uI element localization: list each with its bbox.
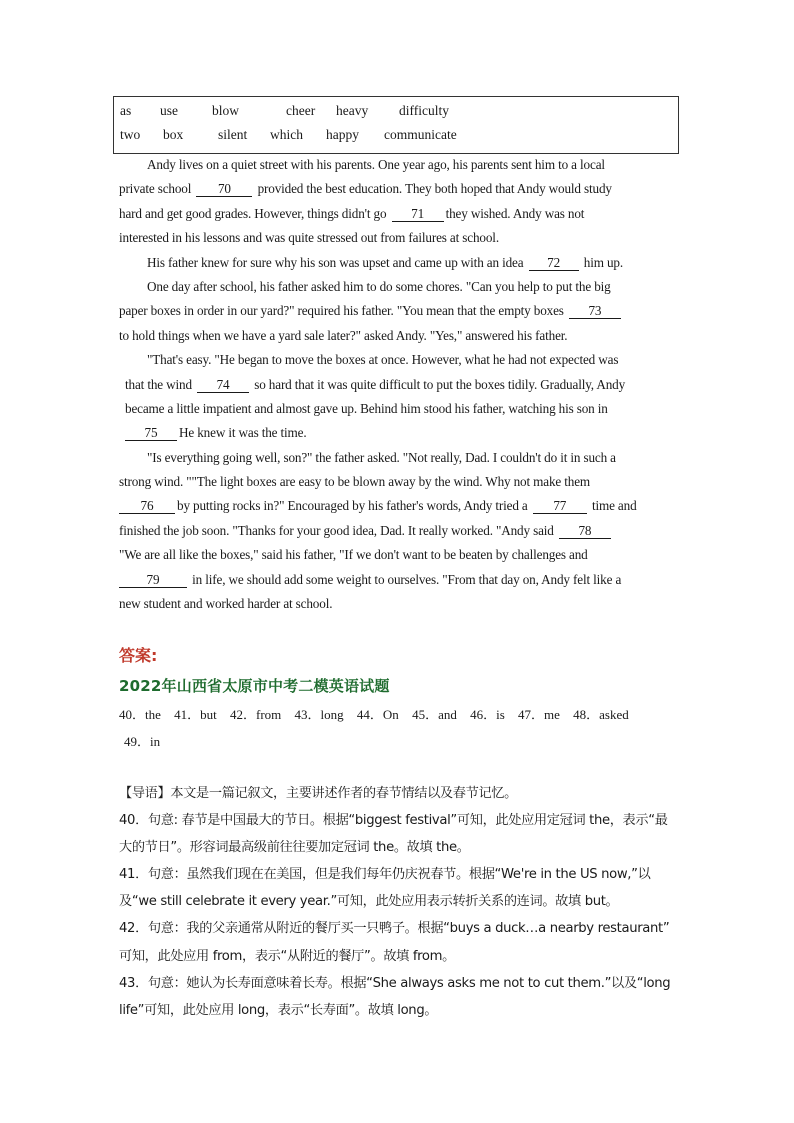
passage-line: 79 in life, we should add some weight to ourselves. "From that day on, Andy felt like a bbox=[119, 568, 679, 592]
explanation-line: 43．句意：她认为长寿面意味着长寿。根据“She always asks me not to cut them.”以及“long bbox=[119, 975, 671, 991]
word-bank-item: heavy bbox=[336, 103, 369, 118]
passage-line: that the wind 74 so hard that it was quite difficult to put the boxes tidily. Gradually, Andy bbox=[125, 376, 626, 392]
passage-line: One day after school, his father asked him to do some chores. "Can you help to put the big bbox=[147, 278, 611, 294]
blank-71[interactable]: 71 bbox=[392, 206, 444, 222]
blank-79[interactable]: 79 bbox=[119, 572, 187, 588]
passage-line: new student and worked harder at school. bbox=[119, 596, 333, 612]
passage-line: to hold things when we have a yard sale later?" asked Andy. "Yes," answered his father. bbox=[119, 327, 568, 343]
passage-line: paper boxes in order in our yard?" required his father. "You mean that the empty boxes 73 bbox=[119, 299, 679, 323]
answer-item: 41．but bbox=[174, 707, 217, 722]
passage-line: Andy lives on a quiet street with his parents. One year ago, his parents sent him to a local bbox=[147, 157, 605, 172]
answer-source-title: 2022年山西省太原市中考二模英语试题 bbox=[119, 677, 390, 695]
passage-line: 75 He knew it was the time. bbox=[119, 421, 679, 445]
blank-77[interactable]: 77 bbox=[533, 498, 587, 514]
passage-line: interested in his lessons and was quite stressed out from failures at school. bbox=[119, 230, 499, 246]
explanation-line: life”可知，此处应用 long，表示“长寿面”。故填 long。 bbox=[119, 1002, 438, 1018]
passage-line: finished the job soon. "Thanks for your good idea, Dad. It really worked. "Andy said 78 bbox=[119, 519, 679, 543]
answer-item: 45．and bbox=[412, 707, 457, 722]
word-bank-item: cheer bbox=[286, 103, 316, 118]
answer-item: 43．long bbox=[294, 707, 344, 722]
blank-73[interactable]: 73 bbox=[569, 303, 621, 319]
word-bank-item: happy bbox=[326, 127, 359, 142]
blank-76[interactable]: 76 bbox=[119, 498, 175, 514]
cloze-passage bbox=[119, 153, 679, 616]
word-bank-box bbox=[113, 96, 679, 154]
passage-line: strong wind. ""The light boxes are easy to be blown away by the wind. Why not make them bbox=[119, 474, 591, 490]
explanation-line: 40．句意: 春节是中国最大的节日。根据“biggest festival”可知，此处应用定冠词 the，表示“最 bbox=[119, 813, 668, 829]
word-bank-item: which bbox=[270, 127, 303, 142]
answer-item: 47．me bbox=[518, 707, 560, 722]
passage-line: 76 by putting rocks in?" Encouraged by his father's words, Andy tried a 77 time and bbox=[119, 494, 679, 518]
word-bank-item: blow bbox=[212, 103, 239, 118]
passage-line: "Is everything going well, son?" the father asked. "Not really, Dad. I couldn't do it in such a bbox=[147, 449, 616, 465]
blank-72[interactable]: 72 bbox=[529, 255, 579, 271]
answer-explanation bbox=[119, 780, 679, 1024]
explanation-line: 41．句意：虽然我们现在在美国，但是我们每年仍庆祝春节。根据“We're in the US now,”以 bbox=[119, 867, 651, 883]
answer-list bbox=[119, 706, 639, 724]
passage-line: became a little impatient and almost gave up. Behind him stood his father, watching his son in bbox=[125, 400, 608, 416]
word-bank-item: box bbox=[163, 127, 184, 142]
passage-line: private school 70 provided the best education. They both hoped that Andy would study bbox=[119, 181, 612, 197]
answer-list bbox=[124, 733, 170, 751]
word-bank-item: two bbox=[120, 127, 141, 142]
explanation-line: 可知，此处应用 from，表示“从附近的餐厅”。故填 from。 bbox=[119, 948, 455, 964]
answer-label: 答案: bbox=[119, 646, 158, 665]
explanation-line: 【导语】本文是一篇记叙文，主要讲述作者的春节情结以及春节记忆。 bbox=[119, 786, 517, 801]
passage-line: "That's easy. "He began to move the boxes at once. However, what he had not expected was bbox=[147, 352, 619, 368]
explanation-line: 42．句意：我的父亲通常从附近的餐厅买一只鸭子。根据“buys a duck…a nearby restaurant” bbox=[119, 921, 670, 937]
blank-74[interactable]: 74 bbox=[197, 377, 249, 393]
answer-item: 46．is bbox=[470, 707, 505, 722]
answer-item: 40．the bbox=[119, 707, 161, 722]
answer-item: 44．On bbox=[356, 707, 399, 722]
word-bank-item: as bbox=[120, 103, 132, 118]
word-bank-item: difficulty bbox=[399, 103, 449, 118]
explanation-line: 大的节日”。形容词最高级前往往要加定冠词 the。故填 the。 bbox=[119, 840, 470, 856]
word-bank-item: communicate bbox=[384, 127, 457, 142]
word-bank-item: use bbox=[160, 103, 178, 118]
passage-line: His father knew for sure why his son was upset and came up with an idea 72 him up. bbox=[147, 254, 624, 270]
blank-78[interactable]: 78 bbox=[559, 523, 611, 539]
blank-75[interactable]: 75 bbox=[125, 425, 177, 441]
word-bank-item: silent bbox=[218, 127, 248, 142]
answer-item: 48．asked bbox=[573, 707, 629, 722]
explanation-line: 及“we still celebrate it every year.”可知，此处应用表示转折关系的连词。故填 but。 bbox=[119, 894, 619, 910]
answer-item: 42．from bbox=[230, 707, 282, 722]
answer-item: 49．in bbox=[124, 734, 161, 749]
passage-line: hard and get good grades. However, things didn't go 71 they wished. Andy was not bbox=[119, 205, 585, 221]
blank-70[interactable]: 70 bbox=[196, 181, 252, 197]
passage-line: "We are all like the boxes," said his father, "If we don't want to be beaten by challenges and bbox=[119, 547, 588, 563]
